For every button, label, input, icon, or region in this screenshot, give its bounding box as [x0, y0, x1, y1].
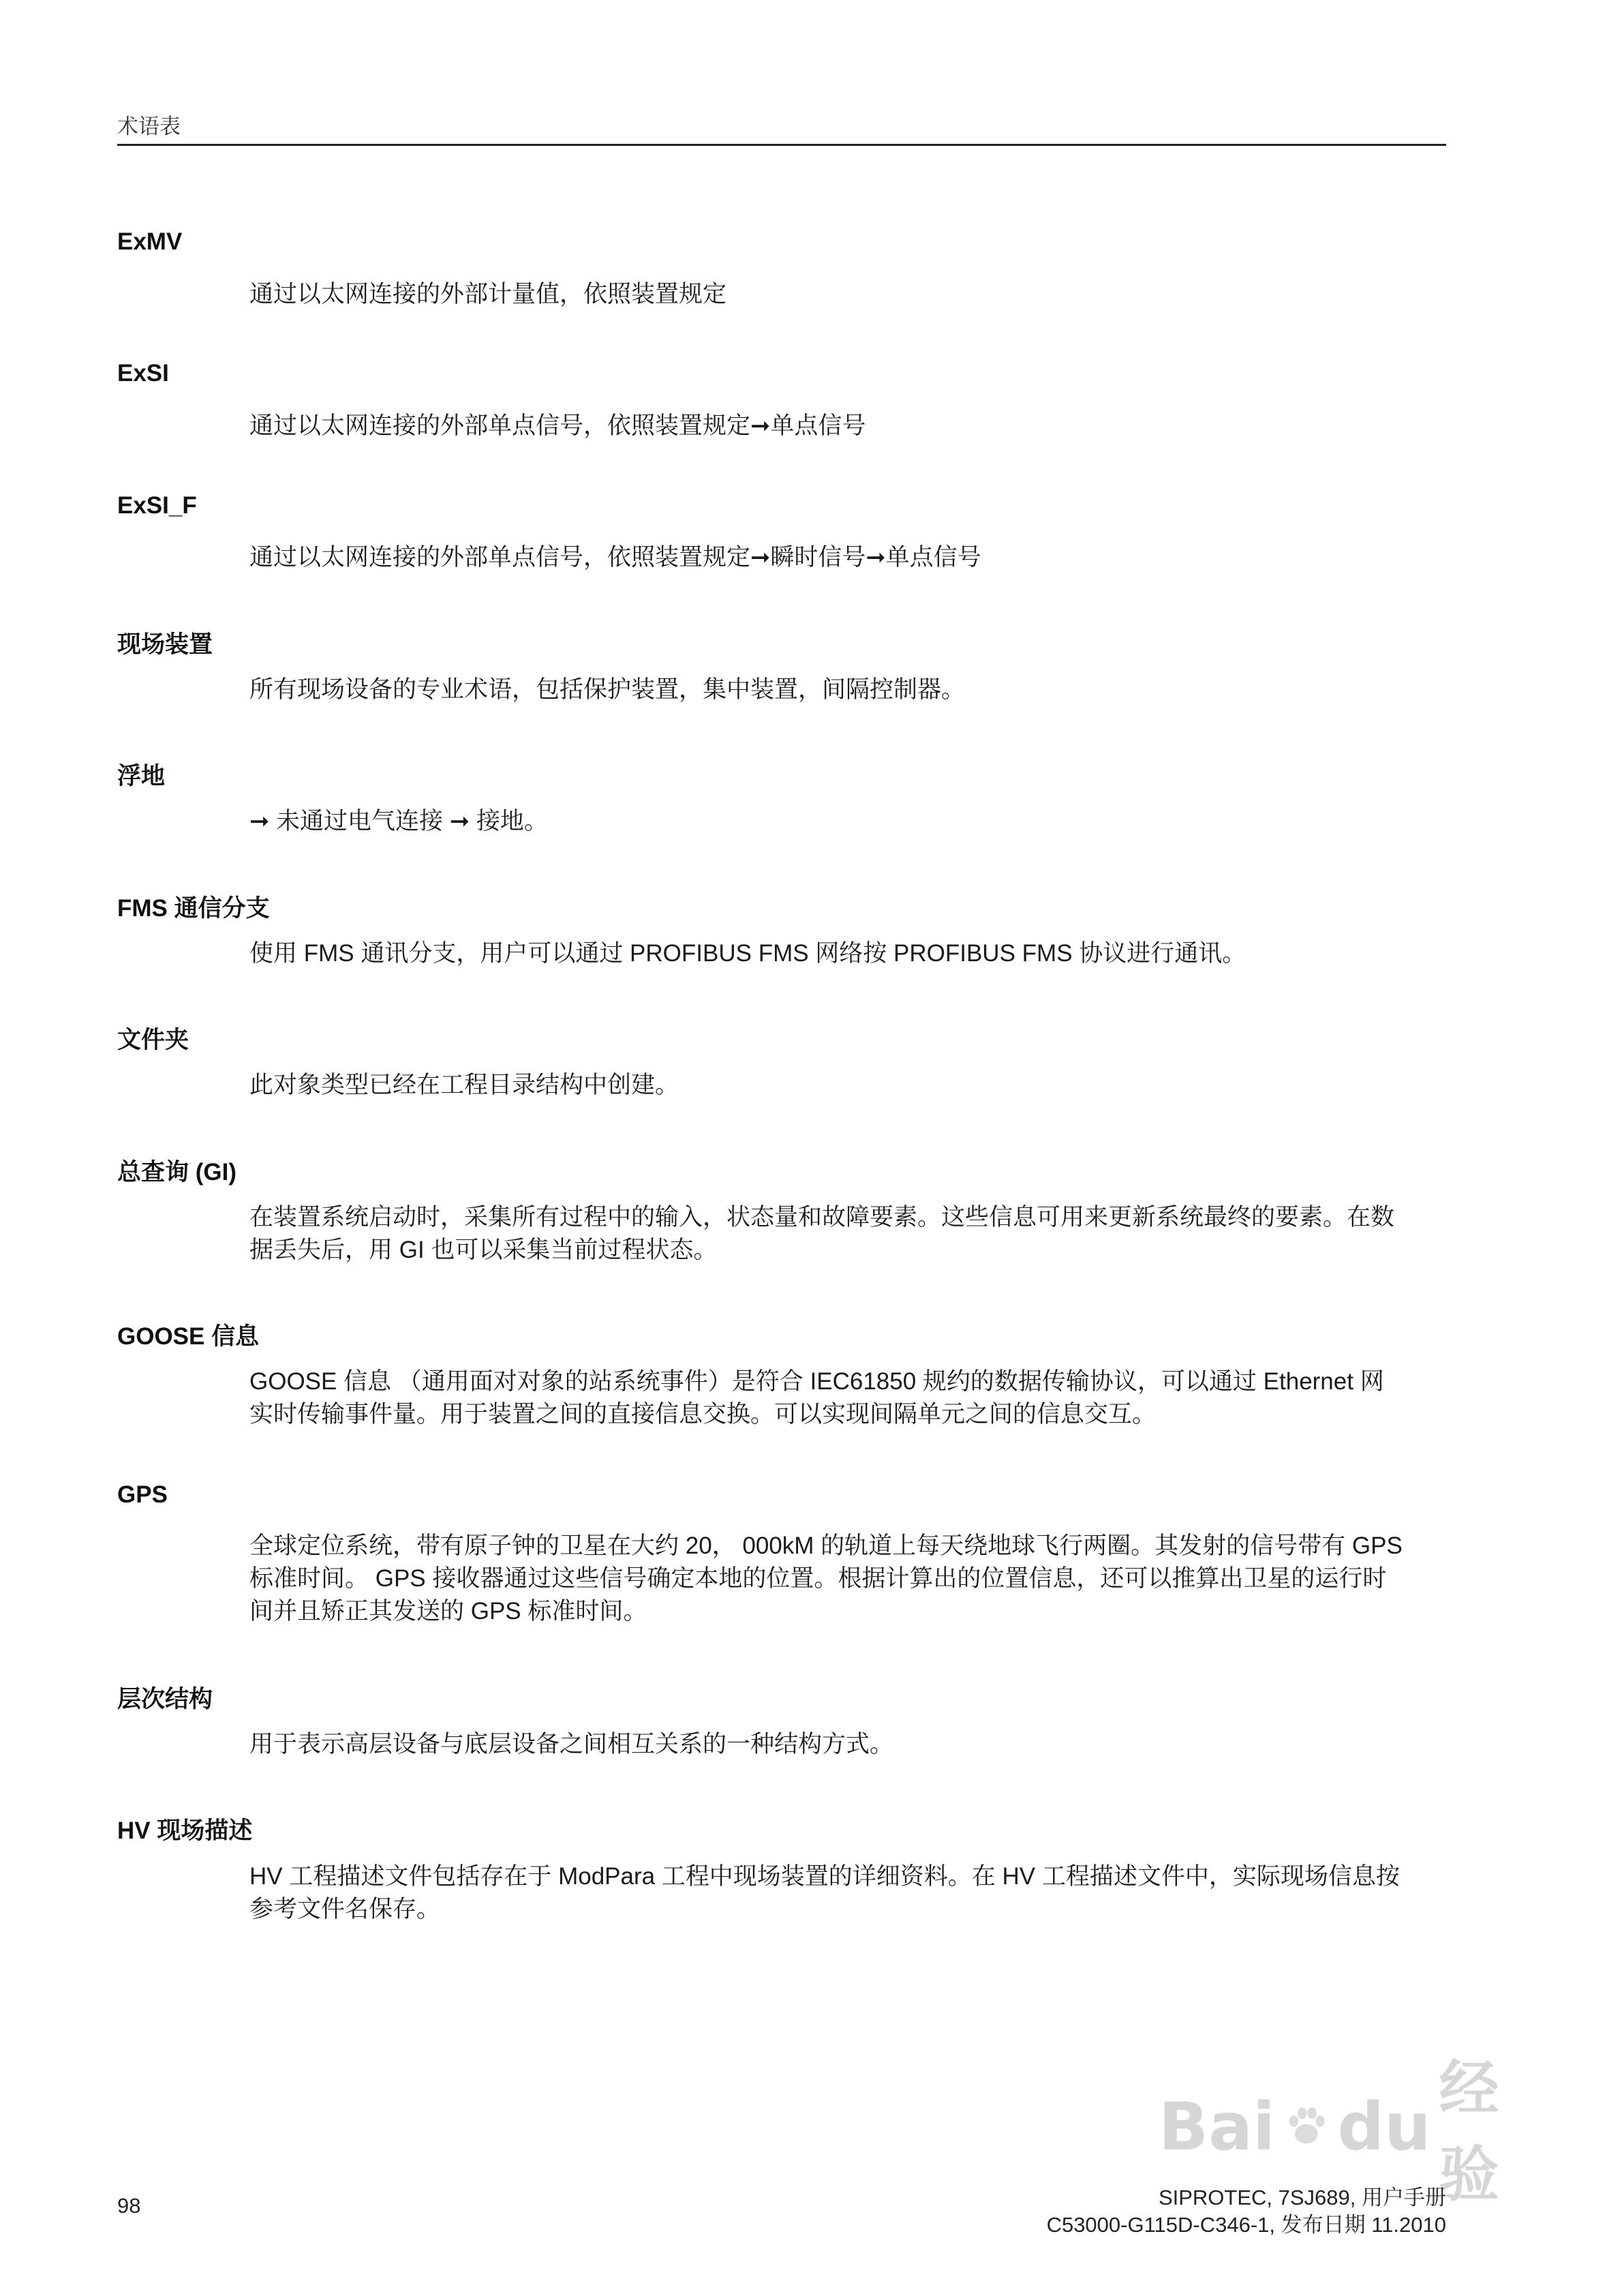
definition-line: 标准时间。 GPS 接收器通过这些信号确定本地的位置。根据计算出的位置信息，还可以推算出卫星的运行时: [249, 1565, 1387, 1592]
definition-line: 此对象类型已经在工程目录结构中创建。: [249, 1072, 679, 1098]
definition-line: 参考文件名保存。: [249, 1896, 441, 1922]
glossary-term: HV 现场描述: [117, 1817, 253, 1844]
glossary-definition: [249, 1860, 1442, 1926]
page-header: [117, 109, 1446, 146]
watermark-text: 经验: [1439, 2053, 1499, 2209]
definition-line: 全球定位系统，带有原子钟的卫星在大约 20， 000kM 的轨道上每天绕地球飞行两圈。其发射的信号带有 GPS: [249, 1532, 1403, 1559]
definition-line: 使用 FMS 通讯分支，用户可以通过 PROFIBUS FMS 网络按 PROFIBUS FMS 协议进行通讯。: [249, 940, 1246, 967]
glossary-term: 现场装置: [117, 631, 213, 658]
glossary-definition: [249, 674, 1442, 706]
watermark-brand: Bai: [1159, 2089, 1275, 2165]
definition-line: 通过以太网连接的外部单点信号，依照装置规定➞单点信号: [249, 412, 866, 439]
glossary-term: ExSI_F: [117, 492, 197, 519]
definition-line: 通过以太网连接的外部计量值，依照装置规定: [249, 281, 727, 307]
definition-line: HV 工程描述文件包括存在于 ModPara 工程中现场装置的详细资料。在 HV 工程描述文件中，实际现场信息按: [249, 1863, 1400, 1890]
glossary-term: ExMV: [117, 228, 183, 255]
definition-line: 据丢失后，用 GI 也可以采集当前过程状态。: [249, 1237, 718, 1263]
paw-icon: [1283, 2100, 1330, 2154]
footer-manual-code: C53000-G115D-C346-1, 发布日期 11.2010: [1046, 2213, 1446, 2237]
definition-line: 在装置系统启动时，采集所有过程中的输入，状态量和故障要素。这些信息可用来更新系统最终的要素。在数: [249, 1204, 1395, 1230]
glossary-term: FMS 通信分支: [117, 895, 270, 922]
section-title: 术语表: [117, 115, 181, 138]
definition-line: ➞ 未通过电气连接 ➞ 接地。: [249, 808, 548, 834]
definition-line: 通过以太网连接的外部单点信号，依照装置规定➞瞬时信号➞单点信号: [249, 544, 981, 571]
glossary-definition: [249, 541, 1442, 574]
glossary-term: GPS: [117, 1481, 168, 1508]
glossary-term: 浮地: [117, 763, 166, 789]
definition-line: 间并且矫正其发送的 GPS 标准时间。: [249, 1598, 647, 1625]
page-number: 98: [117, 2194, 141, 2218]
glossary-definition: [249, 1069, 1442, 1102]
watermark-brand-suffix: du: [1337, 2089, 1431, 2165]
glossary-term: 层次结构: [117, 1686, 213, 1712]
glossary-term: 文件夹: [117, 1027, 189, 1053]
definition-line: 用于表示高层设备与底层设备之间相互关系的一种结构方式。: [249, 1731, 894, 1757]
glossary-definition: [249, 410, 1442, 442]
footer-manual-info: [1047, 2184, 1446, 2239]
footer-manual-title: SIPROTEC, 7SJ689, 用户手册: [1158, 2186, 1446, 2209]
glossary-definition: [249, 278, 1442, 311]
glossary-term: GOOSE 信息: [117, 1323, 260, 1350]
definition-line: 所有现场设备的专业术语，包括保护装置，集中装置，间隔控制器。: [249, 676, 966, 703]
glossary-definition: [249, 937, 1442, 970]
glossary-definition: [249, 1728, 1442, 1761]
glossary-definition: [249, 1365, 1442, 1431]
glossary-definition: [249, 1530, 1442, 1628]
definition-line: GOOSE 信息 （通用面对对象的站系统事件）是符合 IEC61850 规约的数据传输协议，可以通过 Ethernet 网: [249, 1368, 1384, 1395]
glossary-term: ExSI: [117, 360, 169, 387]
definition-line: 实时传输事件量。用于装置之间的直接信息交换。可以实现间隔单元之间的信息交互。: [249, 1401, 1157, 1428]
glossary-definition: [249, 805, 1442, 838]
glossary-definition: [249, 1201, 1442, 1267]
glossary-term: 总查询 (GI): [117, 1159, 236, 1185]
